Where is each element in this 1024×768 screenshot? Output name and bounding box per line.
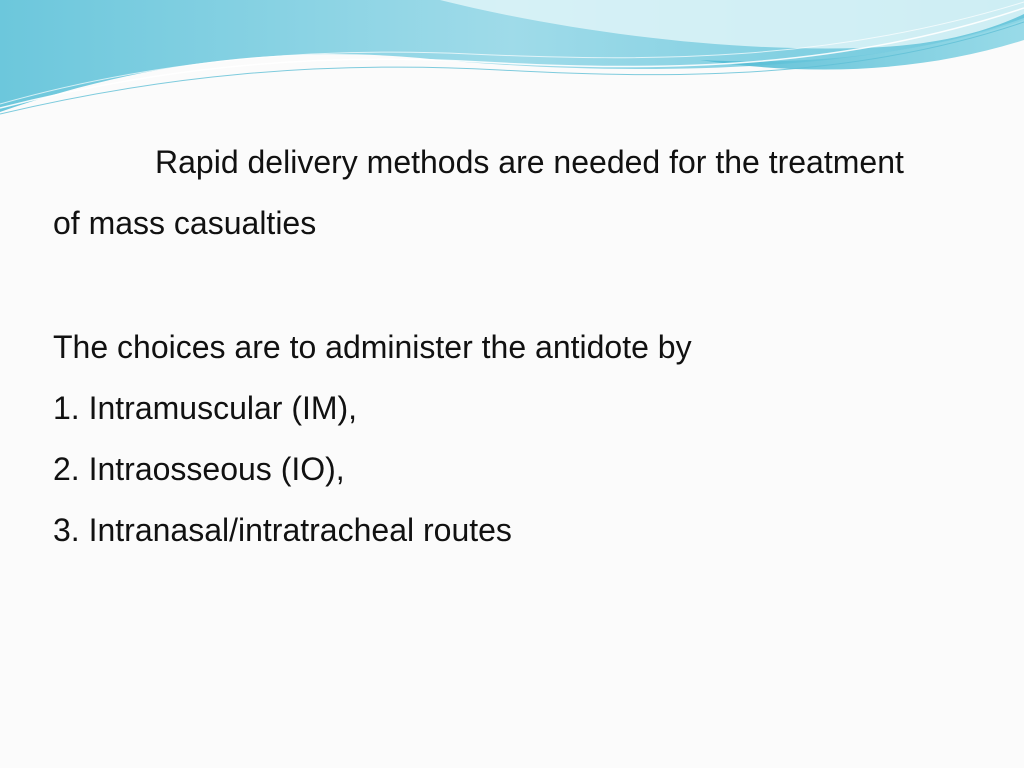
route-item-1: 1. Intramuscular (IM), [53,390,358,426]
choices-heading: The choices are to administer the antidote by [53,329,692,365]
intro-line-2: of mass casualties [53,205,317,241]
route-item-3: 3. Intranasal/intratracheal routes [53,512,512,548]
slide-body [53,132,983,561]
wave-banner-decoration [0,0,1024,120]
route-item-2: 2. Intraosseous (IO), [53,451,345,487]
intro-line-1: Rapid delivery methods are needed for the treatment [155,144,904,180]
spacer [53,254,983,317]
